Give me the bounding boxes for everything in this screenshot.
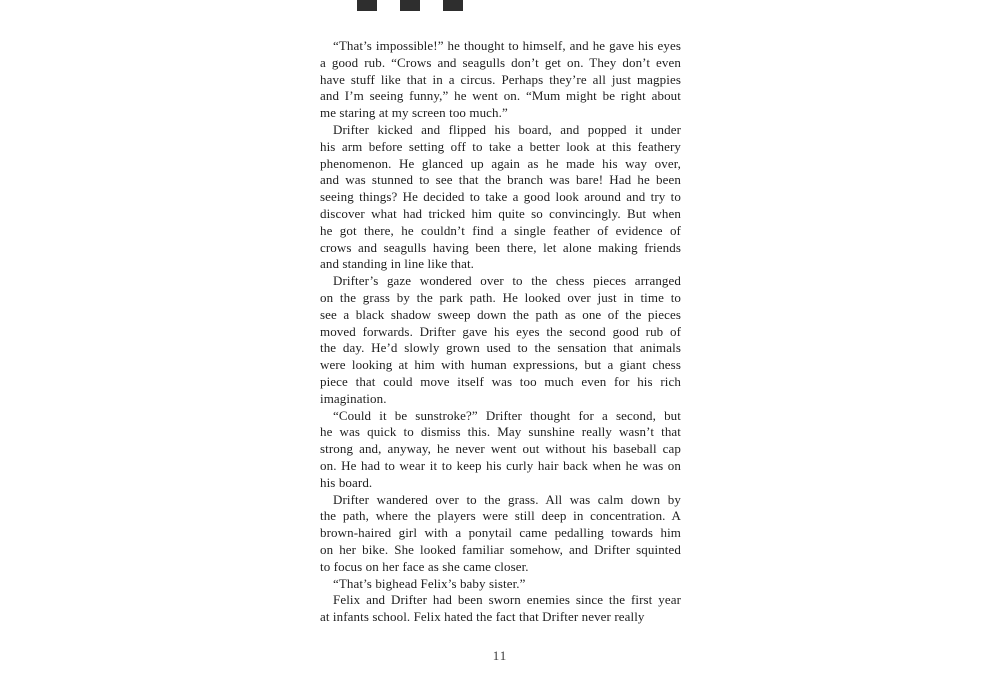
cutoff-text-mark bbox=[443, 0, 463, 11]
text-line: strong and, anyway, he never went out without his baseball cap bbox=[320, 441, 681, 457]
text-line: “Could it be sunstroke?” Drifter thought for a second, but bbox=[333, 407, 681, 423]
text-line: have stuff like that in a circus. Perhaps they’re all just magpies bbox=[320, 71, 681, 87]
text-line: Drifter kicked and flipped his board, and popped it under bbox=[333, 121, 681, 137]
cutoff-header-fragment bbox=[0, 0, 1000, 11]
paragraph bbox=[320, 408, 681, 492]
paragraph bbox=[320, 576, 681, 593]
text-line: to focus on her face as she came closer. bbox=[320, 558, 529, 574]
text-line: Drifter wandered over to the grass. All was calm down by bbox=[333, 491, 681, 507]
text-line: imagination. bbox=[320, 390, 387, 406]
paragraph bbox=[320, 273, 681, 407]
paragraph bbox=[320, 122, 681, 273]
text-line: Drifter’s gaze wondered over to the chess pieces arranged bbox=[333, 273, 681, 289]
text-line: “That’s bighead Felix’s baby sister.” bbox=[333, 575, 526, 591]
text-line: discover what had tricked him quite so convincingly. But when bbox=[320, 205, 681, 221]
text-line: a good rub. “Crows and seagulls don’t get on. They don’t even bbox=[320, 54, 681, 70]
text-line: the path, where the players were still deep in concentration. A bbox=[320, 508, 681, 524]
text-line: and I’m seeing funny,” he went on. “Mum might be right about bbox=[320, 88, 681, 104]
text-line: on her bike. She looked familiar somehow, and Drifter squinted bbox=[320, 541, 681, 557]
paragraph bbox=[320, 38, 681, 122]
text-line: Felix and Drifter had been sworn enemies since the first year bbox=[333, 592, 681, 608]
text-line: he was quick to dismiss this. May sunshine really wasn’t that bbox=[320, 424, 681, 440]
text-line: his board. bbox=[320, 474, 373, 490]
text-line: he got there, he couldn’t find a single feather of evidence of bbox=[320, 222, 681, 238]
text-line: piece that could move itself was too much even for his rich bbox=[320, 373, 681, 389]
text-line: the day. He’d slowly grown used to the sensation that animals bbox=[320, 340, 681, 356]
cutoff-text-mark bbox=[357, 0, 377, 11]
text-line: seeing things? He decided to take a good look around and try to bbox=[320, 189, 681, 205]
text-line: crows and seagulls having been there, let alone making friends bbox=[320, 239, 681, 255]
text-line: brown-haired girl with a ponytail came pedalling towards him bbox=[320, 525, 681, 541]
text-line: me staring at my screen too much.” bbox=[320, 105, 508, 121]
text-line: on. He had to wear it to keep his curly hair back when he was on bbox=[320, 457, 681, 473]
text-line: see a black shadow sweep down the path as one of the pieces bbox=[320, 306, 681, 322]
text-line: on the grass by the park path. He looked over just in time to bbox=[320, 289, 681, 305]
text-line: were looking at him with human expressions, but a giant chess bbox=[320, 357, 681, 373]
page-text-column bbox=[320, 38, 681, 626]
cutoff-text-mark bbox=[400, 0, 420, 11]
paragraph bbox=[320, 492, 681, 576]
text-line: his arm before setting off to take a better look at this feathery bbox=[320, 138, 681, 154]
text-line: at infants school. Felix hated the fact that Drifter never really bbox=[320, 609, 645, 625]
text-line: “That’s impossible!” he thought to himself, and he gave his eyes bbox=[333, 38, 681, 53]
text-line: and standing in line like that. bbox=[320, 256, 475, 272]
text-line: moved forwards. Drifter gave his eyes the second good rub of bbox=[320, 323, 681, 339]
text-line: phenomenon. He glanced up again as he made his way over, bbox=[320, 155, 681, 171]
text-line: and was stunned to see that the branch was bare! Had he been bbox=[320, 172, 681, 188]
paragraph bbox=[320, 592, 681, 626]
page-number: 11 bbox=[492, 648, 508, 663]
